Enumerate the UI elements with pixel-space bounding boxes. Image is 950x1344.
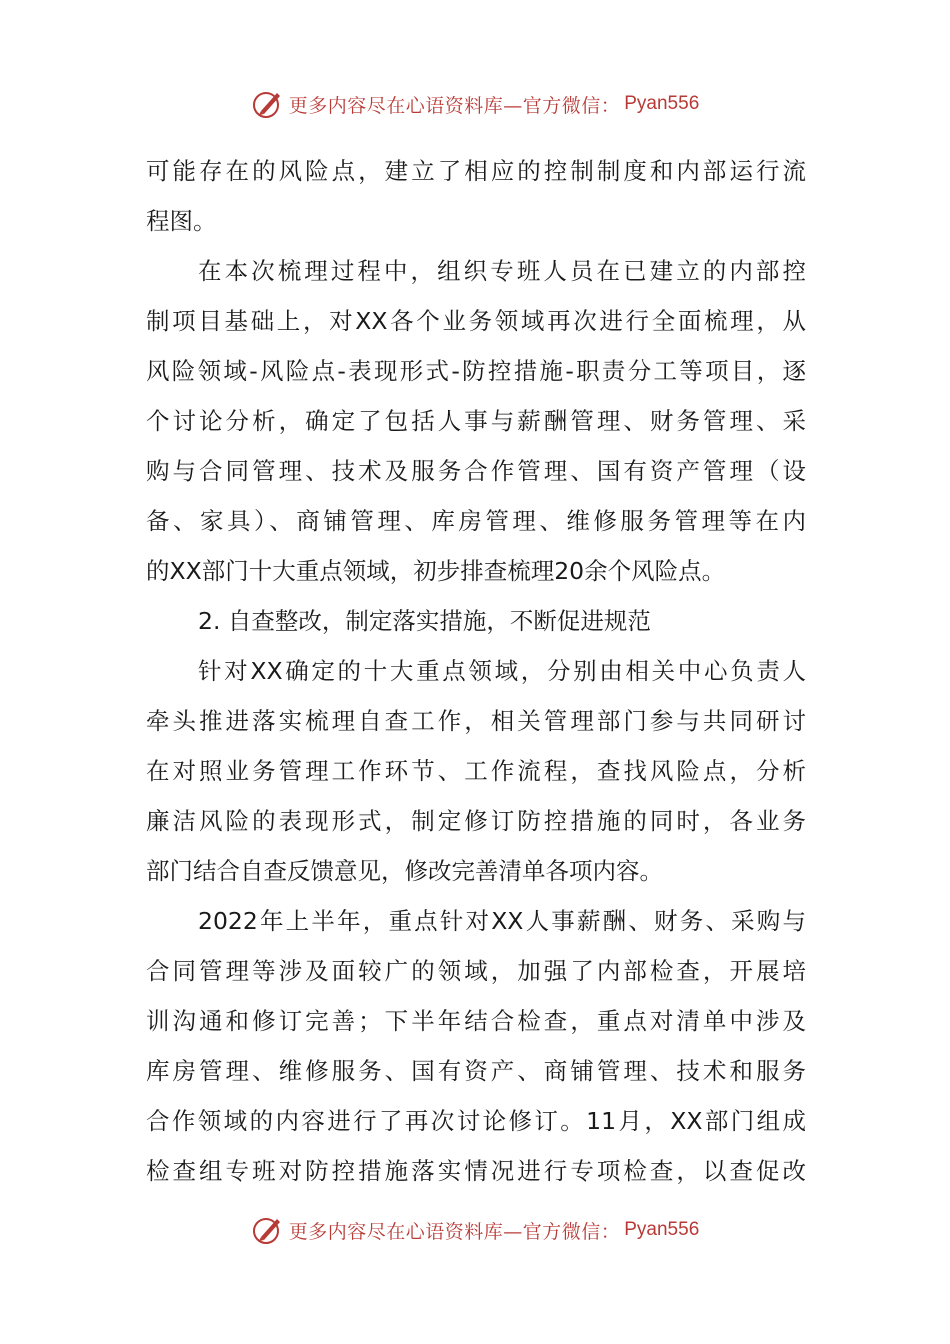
banner-text: 更多内容尽在心语资料库—官方微信： [288, 1220, 621, 1243]
document-body [146, 146, 806, 1196]
text-line: 的XX部门十大重点领域，初步排查梳理20余个风险点。 [146, 557, 726, 585]
text-line: 库房管理、维修服务、国有资产、商铺管理、技术和服务 [146, 1057, 806, 1085]
banner-text: 更多内容尽在心语资料库—官方微信： [288, 94, 621, 117]
text-line: 牵头推进落实梳理自查工作，相关管理部门参与共同研讨 [146, 707, 806, 735]
text-line: 程图。 [146, 207, 217, 235]
text-line: 制项目基础上，对XX各个业务领域再次进行全面梳理，从 [146, 307, 806, 335]
banner-wechat-id: Pyan556 [624, 93, 700, 114]
text-line: 廉洁风险的表现形式，制定修订防控措施的同时，各业务 [146, 807, 806, 835]
text-line: 在本次梳理过程中，组织专班人员在已建立的内部控 [198, 257, 806, 285]
text-line: 在对照业务管理工作环节、工作流程，查找风险点，分析 [146, 757, 806, 785]
text-line: 风险领域-风险点-表现形式-防控措施-职责分工等项目，逐 [146, 357, 806, 385]
footer-banner [0, 1210, 950, 1250]
text-line: 2022年上半年，重点针对XX人事薪酬、财务、采购与 [198, 907, 806, 935]
text-line: 购与合同管理、技术及服务合作管理、国有资产管理（设 [146, 457, 806, 485]
text-line: 备、家具）、商铺管理、库房管理、维修服务管理等在内 [146, 507, 806, 535]
banner-wechat-id: Pyan556 [624, 1219, 700, 1240]
text-line: 合同管理等涉及面较广的领域，加强了内部检查，开展培 [146, 957, 806, 985]
text-line: 可能存在的风险点，建立了相应的控制制度和内部运行流 [146, 157, 806, 185]
text-line: 检查组专班对防控措施落实情况进行专项检查，以查促改 [146, 1157, 806, 1185]
header-banner [0, 84, 950, 124]
text-line: 部门结合自查反馈意见，修改完善清单各项内容。 [146, 857, 663, 885]
text-line: 针对XX确定的十大重点领域，分别由相关中心负责人 [198, 657, 806, 685]
text-line: 训沟通和修订完善；下半年结合检查，重点对清单中涉及 [146, 1007, 806, 1035]
section-heading: 2. 自查整改，制定落实措施，不断促进规范 [198, 607, 651, 635]
pen-logo-icon [251, 87, 285, 121]
text-line: 个讨论分析，确定了包括人事与薪酬管理、财务管理、采 [146, 407, 806, 435]
pen-logo-icon [251, 1213, 285, 1247]
text-line: 合作领域的内容进行了再次讨论修订。11月，XX部门组成 [146, 1107, 806, 1135]
